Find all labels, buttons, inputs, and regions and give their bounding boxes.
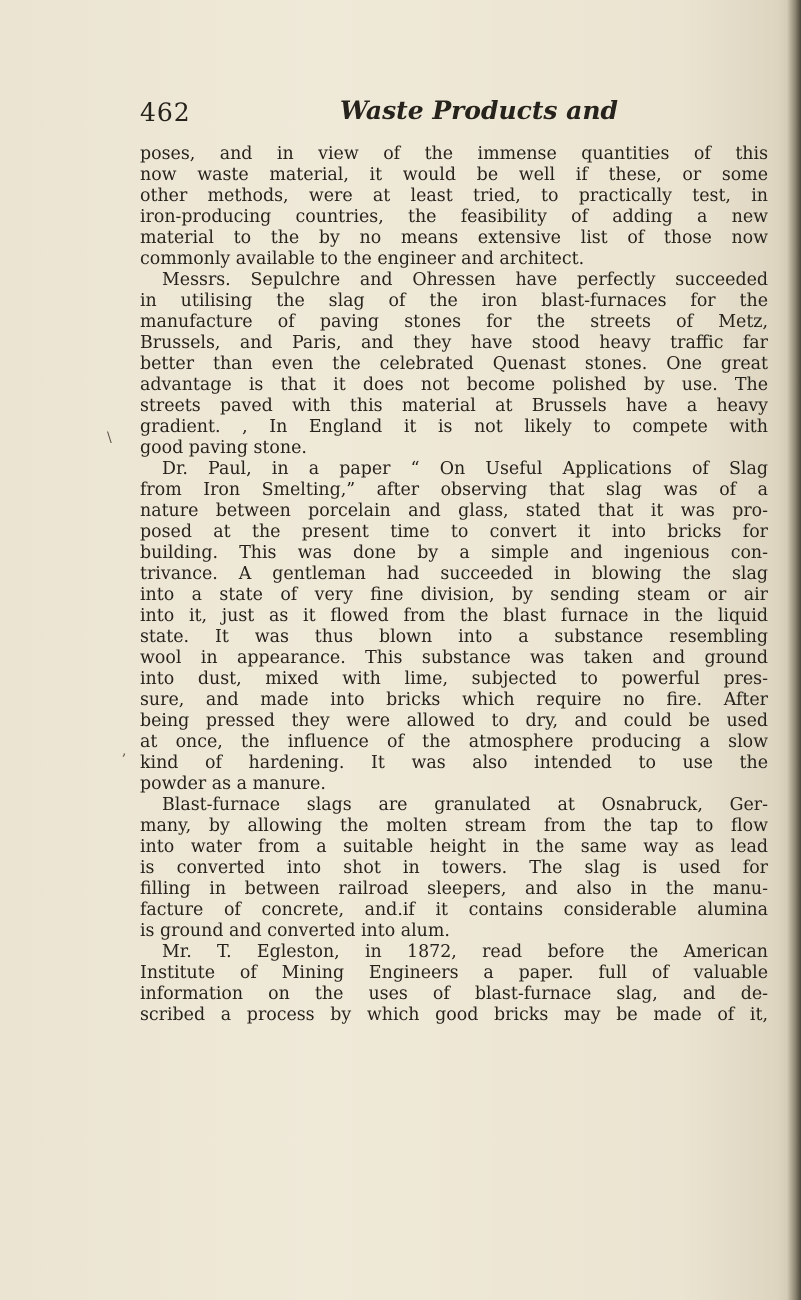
page-edge-shadow — [787, 0, 801, 1300]
text-line: material to the by no means extensive list of those now — [140, 228, 768, 248]
text-line: into a state of very fine division, by sending steam or air — [140, 585, 768, 605]
text-line: now waste material, it would be well if these, or some — [140, 165, 768, 185]
text-line: good paving stone. — [140, 438, 307, 458]
text-line: scribed a process by which good bricks may be made of it, — [140, 1005, 768, 1025]
running-title: Waste Products and — [340, 96, 619, 125]
text-line: is converted into shot in towers. The slag is used for — [140, 858, 768, 878]
text-line: advantage is that it does not become polished by use. The — [140, 375, 768, 395]
text-line: poses, and in view of the immense quantities of this — [140, 144, 768, 164]
text-line: information on the uses of blast-furnace slag, and de- — [140, 984, 768, 1004]
text-line: kind of hardening. It was also intended to use the — [140, 753, 768, 773]
text-line: in utilising the slag of the iron blast-furnaces for the — [140, 291, 768, 311]
text-line: into water from a suitable height in the same way as lead — [140, 837, 768, 857]
text-line: iron-producing countries, the feasibility of adding a new — [140, 207, 768, 227]
text-line: nature between porcelain and glass, stated that it was pro- — [140, 501, 768, 521]
text-line: Brussels, and Paris, and they have stood heavy traffic far — [140, 333, 768, 353]
text-line: from Iron Smelting,” after observing that slag was of a — [140, 480, 768, 500]
text-line: Dr. Paul, in a paper “ On Useful Applications of Slag — [162, 459, 768, 479]
text-line: Messrs. Sepulchre and Ohressen have perfectly succeeded — [162, 270, 768, 290]
text-line: better than even the celebrated Quenast stones. One great — [140, 354, 768, 374]
text-line: many, by allowing the molten stream from the tap to flow — [140, 816, 768, 836]
text-line: Blast-furnace slags are granulated at Osnabruck, Ger- — [162, 795, 768, 815]
page-number: 462 — [140, 98, 191, 127]
text-line: filling in between railroad sleepers, and also in the manu- — [140, 879, 768, 899]
text-line: facture of concrete, and.if it contains considerable alumina — [140, 900, 768, 920]
text-line: Institute of Mining Engineers a paper. full of valuable — [140, 963, 768, 983]
margin-mark: , — [122, 743, 127, 759]
text-line: sure, and made into bricks which require no fire. After — [140, 690, 768, 710]
text-line: powder as a manure. — [140, 774, 326, 794]
text-line: building. This was done by a simple and ingenious con- — [140, 543, 768, 563]
text-line: at once, the influence of the atmosphere producing a slow — [140, 732, 768, 752]
text-line: is ground and converted into alum. — [140, 921, 450, 941]
text-line: state. It was thus blown into a substance resembling — [140, 627, 768, 647]
text-line: commonly available to the engineer and architect. — [140, 249, 585, 269]
text-line: being pressed they were allowed to dry, and could be used — [140, 711, 768, 731]
text-line: into it, just as it flowed from the blast furnace in the liquid — [140, 606, 768, 626]
page-header — [140, 96, 700, 136]
text-line: posed at the present time to convert it into bricks for — [140, 522, 768, 542]
text-line: streets paved with this material at Brussels have a heavy — [140, 396, 768, 416]
text-line: Mr. T. Egleston, in 1872, read before the American — [162, 942, 768, 962]
text-line: manufacture of paving stones for the streets of Metz, — [140, 312, 768, 332]
text-line: trivance. A gentleman had succeeded in blowing the slag — [140, 564, 768, 584]
text-line: gradient. , In England it is not likely to compete with — [140, 417, 768, 437]
margin-mark: \ — [107, 430, 112, 446]
text-line: wool in appearance. This substance was taken and ground — [140, 648, 768, 668]
body-text — [140, 144, 768, 1026]
text-line: into dust, mixed with lime, subjected to powerful pres- — [140, 669, 768, 689]
text-line: other methods, were at least tried, to practically test, in — [140, 186, 768, 206]
